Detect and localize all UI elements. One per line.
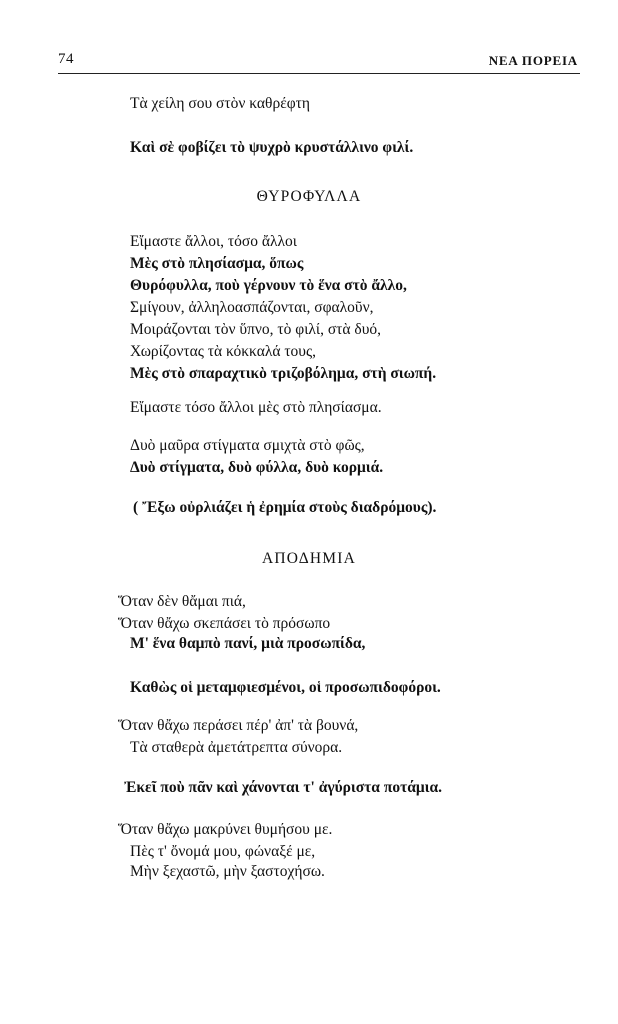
poem-line: Ἐκεῖ ποὺ πᾶν καὶ χάνονται τ' ἀγύριστα ποτάμια. <box>124 779 442 796</box>
poem-line: Μὲς στὸ σπαραχτικὸ τριζοβόλημα, στὴ σιωπή. <box>130 365 437 382</box>
poem-line: Μὲς στὸ πλησίασμα, ὅπως <box>130 255 304 272</box>
poem-line: Θυρόφυλλα, ποὺ γέρνουν τὸ ἕνα στὸ ἄλλο, <box>130 277 407 294</box>
page-number: 74 <box>58 51 74 67</box>
poem-line: Ὅταν θἄχω περάσει πέρ' ἀπ' τὰ βουνά, <box>118 717 359 734</box>
poem-line: Καθὼς οἱ μεταμφιεσμένοι, οἱ προσωπιδοφόροι. <box>130 679 441 696</box>
poem-line: Εἴμαστε τόσο ἄλλοι μὲς στὸ πλησίασμα. <box>130 399 382 416</box>
poem-line: Δυὸ στίγματα, δυὸ φύλλα, δυὸ κορμιά. <box>130 459 384 476</box>
poem-line: Ὅταν θἄχω μακρύνει θυμήσου με. <box>118 821 333 838</box>
poem-line: Μὴν ξεχαστῶ, μὴν ξαστοχήσω. <box>130 863 325 880</box>
poem-line: Μ' ἕνα θαμπὸ πανί, μιὰ προσωπίδα, <box>130 635 366 652</box>
poem-line: Εἴμαστε ἄλλοι, τόσο ἄλλοι <box>130 233 297 250</box>
poem-line: Πὲς τ' ὄνομά μου, φώναξέ με, <box>130 843 316 860</box>
poem-title: ΑΠΟΔΗΜΙΑ <box>261 550 357 567</box>
poem-title: ΘΥΡΟΦΥΛΛΑ <box>256 188 362 205</box>
poem-line: Μοιράζονται τὸν ὕπνο, τὸ φιλί, στὰ δυό, <box>130 321 382 338</box>
poem-line: Ὅταν θἄχω σκεπάσει τὸ πρόσωπο <box>118 615 331 632</box>
header-rule <box>58 73 580 74</box>
poem-line: Τὰ χείλη σου στὸν καθρέφτη <box>130 95 310 112</box>
poem-line: Χωρίζοντας τὰ κόκκαλά τους, <box>130 343 316 360</box>
poem-line: Σμίγουν, ἀλληλοασπάζονται, σφαλοῦν, <box>130 299 374 316</box>
poem-line: Ὅταν δὲν θἄμαι πιά, <box>118 593 246 610</box>
page-header <box>0 0 618 80</box>
poem-line: Καὶ σὲ φοβίζει τὸ ψυχρὸ κρυστάλλινο φιλί. <box>130 139 414 156</box>
running-title: ΝΕΑ ΠΟΡΕΙΑ <box>488 53 578 68</box>
poem-line: Τὰ σταθερὰ ἀμετάτρεπτα σύνορα. <box>130 739 343 756</box>
poem-line: ( Ἔξω οὐρλιάζει ἡ ἐρημία στοὺς διαδρόμους). <box>133 499 437 516</box>
poem-line: Δυὸ μαῦρα στίγματα σμιχτὰ στὸ φῶς, <box>130 437 365 454</box>
